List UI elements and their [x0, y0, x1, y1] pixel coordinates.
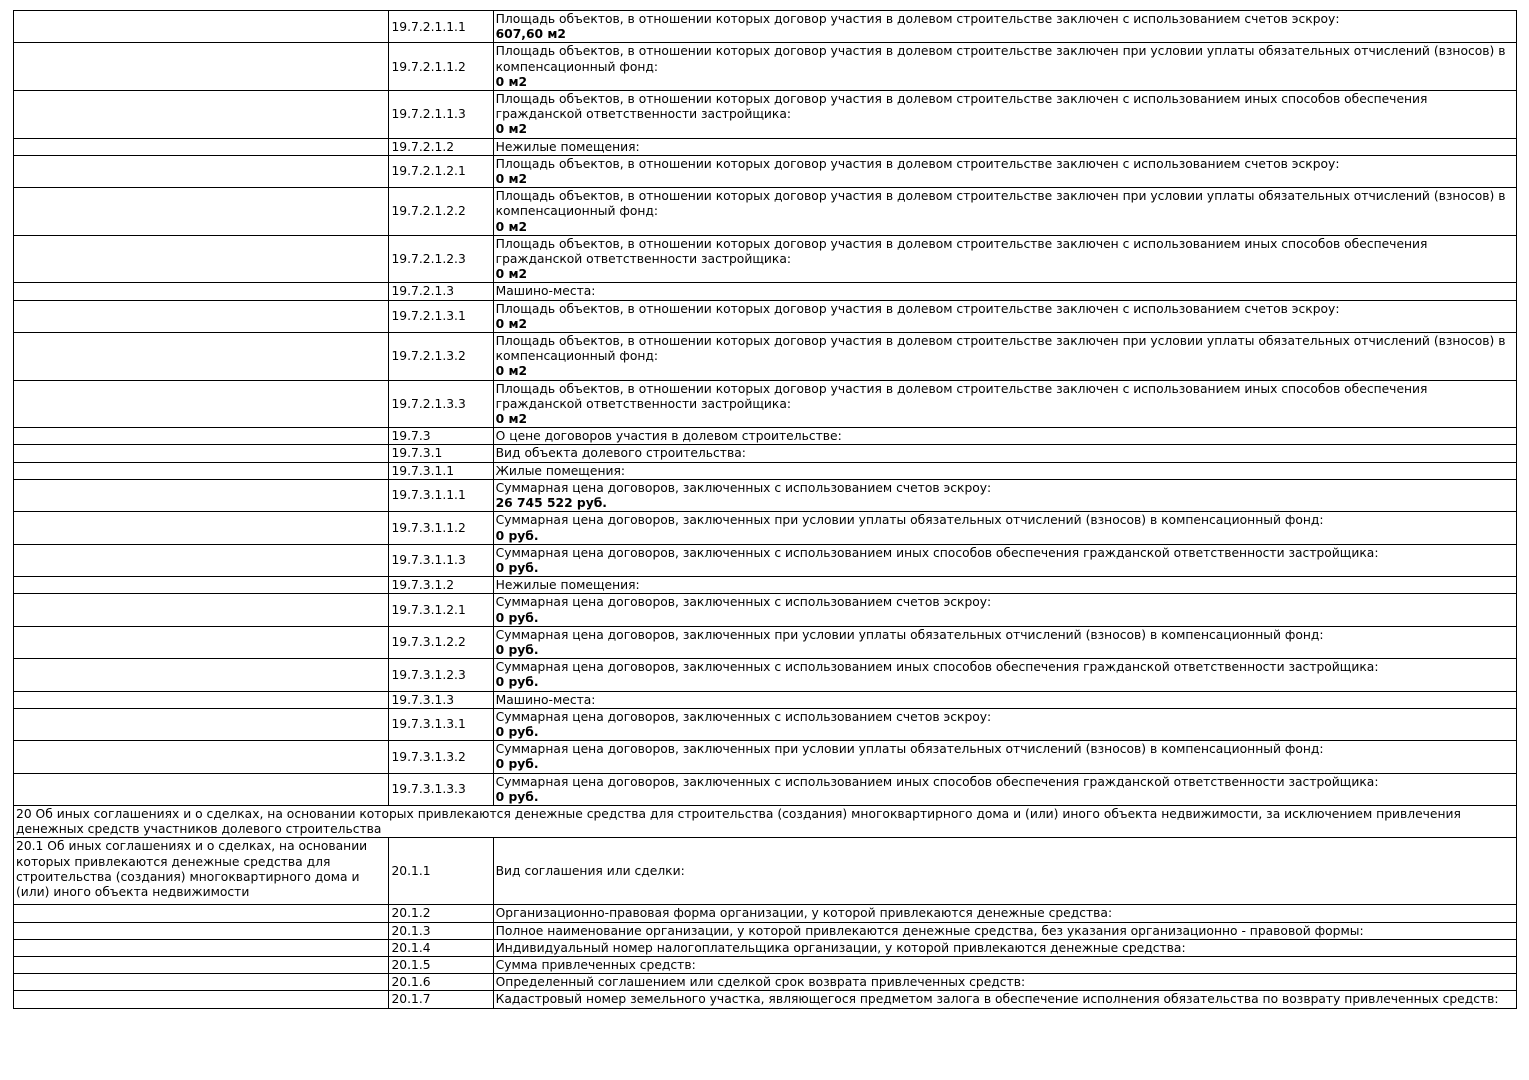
- table-row: [14, 333, 1517, 381]
- section-20-rows: [14, 905, 1517, 1008]
- row-text: Жилые помещения:: [495, 463, 626, 478]
- table-row: [14, 479, 1517, 511]
- table-row: [14, 235, 1517, 283]
- row-text: Площадь объектов, в отношении которых договор участия в долевом строительстве заключен при условии уплаты обязательных отчислений (взносов) в компенсационный фонд:: [495, 334, 1506, 364]
- row-text: Суммарная цена договоров, заключенных при условии уплаты обязательных отчислений (взносов) в компенсационный фонд:: [495, 627, 1324, 642]
- table-row: [14, 43, 1517, 91]
- table-row: [14, 462, 1517, 479]
- row-code: 20.1.1: [389, 838, 493, 905]
- row-content: [493, 659, 1516, 691]
- declaration-table: [13, 10, 1517, 1009]
- table-row: [14, 956, 1517, 973]
- row-code: 20.1.4: [389, 939, 493, 956]
- row-empty-cell: [14, 905, 389, 922]
- row-text: Индивидуальный номер налогоплательщика организации, у которой привлекаются денежные средства:: [493, 939, 1516, 956]
- row-empty-cell: [14, 428, 389, 445]
- row-content: [493, 300, 1516, 332]
- row-empty-cell: [14, 577, 389, 594]
- table-row: [14, 905, 1517, 922]
- row-value: 0 м2: [495, 316, 528, 331]
- table-row: [14, 626, 1517, 658]
- row-text: Нежилые помещения:: [495, 578, 640, 593]
- row-content: [493, 512, 1516, 544]
- row-empty-cell: [14, 708, 389, 740]
- table-row: [14, 188, 1517, 236]
- row-code: 19.7.2.1.2: [389, 138, 493, 155]
- row-text: Машино-места:: [495, 284, 596, 299]
- table-row: [14, 577, 1517, 594]
- row-content: [493, 462, 1516, 479]
- row-value: 0 м2: [495, 219, 528, 234]
- row-empty-cell: [14, 922, 389, 939]
- row-empty-cell: [14, 235, 389, 283]
- table-row: [14, 922, 1517, 939]
- row-content: [493, 577, 1516, 594]
- table-row: [14, 445, 1517, 462]
- row-empty-cell: [14, 188, 389, 236]
- row-text: Определенный соглашением или сделкой срок возврата привлеченных средств:: [493, 974, 1516, 991]
- row-content: [493, 691, 1516, 708]
- row-value: 0 м2: [495, 122, 528, 137]
- row-text: Суммарная цена договоров, заключенных с использованием иных способов обеспечения гражданской ответственности застройщика:: [495, 545, 1379, 560]
- row-code: 20.1.6: [389, 974, 493, 991]
- row-empty-cell: [14, 691, 389, 708]
- row-code: 19.7.3.1.2.1: [389, 594, 493, 626]
- row-code: 19.7.3.1.2.2: [389, 626, 493, 658]
- row-empty-cell: [14, 594, 389, 626]
- row-value: 0 руб.: [495, 560, 539, 575]
- table-row: [14, 939, 1517, 956]
- row-code: 19.7.3.1.2: [389, 577, 493, 594]
- row-content: [493, 428, 1516, 445]
- row-content: [493, 333, 1516, 381]
- table-row: [14, 138, 1517, 155]
- row-code: 19.7.3: [389, 428, 493, 445]
- row-value: 0 м2: [495, 412, 528, 427]
- table-row: [14, 773, 1517, 805]
- table-row: [14, 380, 1517, 428]
- row-empty-cell: [14, 626, 389, 658]
- row-text: Машино-места:: [495, 692, 596, 707]
- row-code: 19.7.3.1.2.3: [389, 659, 493, 691]
- table-row: [14, 974, 1517, 991]
- row-empty-cell: [14, 956, 389, 973]
- row-content: [493, 626, 1516, 658]
- row-content: [493, 11, 1516, 43]
- row-empty-cell: [14, 773, 389, 805]
- row-text: Площадь объектов, в отношении которых договор участия в долевом строительстве заключен при условии уплаты обязательных отчислений (взносов) в компенсационный фонд:: [495, 44, 1506, 74]
- table-row: [14, 91, 1517, 139]
- row-content: [493, 544, 1516, 576]
- row-code: 19.7.3.1.3.3: [389, 773, 493, 805]
- row-value: 0 м2: [495, 74, 528, 89]
- row-value: 0 руб.: [495, 675, 539, 690]
- row-code: 19.7.2.1.2.2: [389, 188, 493, 236]
- row-text: Суммарная цена договоров, заключенных с использованием счетов эскроу:: [495, 709, 992, 724]
- row-text: Площадь объектов, в отношении которых договор участия в долевом строительстве заключен с использованием иных способов обеспечения гражданской ответственности застройщика:: [495, 381, 1428, 411]
- row-content: [493, 138, 1516, 155]
- row-content: [493, 773, 1516, 805]
- row-code: 19.7.2.1.3.1: [389, 300, 493, 332]
- row-empty-cell: [14, 462, 389, 479]
- row-text: Суммарная цена договоров, заключенных с использованием иных способов обеспечения гражданской ответственности застройщика:: [495, 660, 1379, 675]
- row-value: 607,60 м2: [495, 27, 566, 42]
- row-empty-cell: [14, 445, 389, 462]
- row-code: 19.7.2.1.2.1: [389, 155, 493, 187]
- row-text: Площадь объектов, в отношении которых договор участия в долевом строительстве заключен с использованием иных способов обеспечения гражданской ответственности застройщика:: [495, 92, 1428, 122]
- row-text: О цене договоров участия в долевом строительстве:: [495, 429, 842, 444]
- row-empty-cell: [14, 974, 389, 991]
- row-empty-cell: [14, 479, 389, 511]
- row-text: Вид соглашения или сделки:: [493, 838, 1516, 905]
- row-code: 20.1.7: [389, 991, 493, 1008]
- row-content: [493, 188, 1516, 236]
- row-text: Суммарная цена договоров, заключенных при условии уплаты обязательных отчислений (взносов) в компенсационный фонд:: [495, 513, 1324, 528]
- row-value: 0 м2: [495, 364, 528, 379]
- row-value: 0 м2: [495, 172, 528, 187]
- row-value: 0 руб.: [495, 610, 539, 625]
- table-row: [14, 428, 1517, 445]
- row-value: 0 руб.: [495, 642, 539, 657]
- table-row: [14, 991, 1517, 1008]
- row-content: [493, 479, 1516, 511]
- table-row: [14, 512, 1517, 544]
- row-code: 19.7.2.1.1.1: [389, 11, 493, 43]
- row-text: Суммарная цена договоров, заключенных при условии уплаты обязательных отчислений (взносов) в компенсационный фонд:: [495, 742, 1324, 757]
- row-code: 19.7.2.1.3.3: [389, 380, 493, 428]
- section-20: [14, 805, 1517, 904]
- row-text: Суммарная цена договоров, заключенных с использованием счетов эскроу:: [495, 480, 992, 495]
- row-content: [493, 43, 1516, 91]
- row-content: [493, 380, 1516, 428]
- section-20-heading-row: [14, 805, 1517, 837]
- row-empty-cell: [14, 659, 389, 691]
- row-content: [493, 235, 1516, 283]
- table-row: [14, 283, 1517, 300]
- section-19-rows: [14, 11, 1517, 806]
- row-value: 0 руб.: [495, 789, 539, 804]
- row-text: Площадь объектов, в отношении которых договор участия в долевом строительстве заключен при условии уплаты обязательных отчислений (взносов) в компенсационный фонд:: [495, 189, 1506, 219]
- row-content: [493, 155, 1516, 187]
- table-row: [14, 300, 1517, 332]
- row-empty-cell: [14, 91, 389, 139]
- table-row: [14, 11, 1517, 43]
- table-row: [14, 741, 1517, 773]
- row-value: 0 руб.: [495, 528, 539, 543]
- table-row: [14, 708, 1517, 740]
- row-code: 19.7.3.1.3.1: [389, 708, 493, 740]
- row-value: 0 м2: [495, 267, 528, 282]
- row-code: 19.7.3.1.1.1: [389, 479, 493, 511]
- row-text: Площадь объектов, в отношении которых договор участия в долевом строительстве заключен с использованием счетов эскроу:: [495, 301, 1340, 316]
- table-row: [14, 544, 1517, 576]
- row-text: Организационно-правовая форма организации, у которой привлекаются денежные средства:: [493, 905, 1516, 922]
- row-code: 19.7.2.1.3: [389, 283, 493, 300]
- section-20-1-heading: 20.1 Об иных соглашениях и о сделках, на основании которых привлекаются денежные средства для строительства (создания) многоквартирного дома и (или) иного объекта недвижимости: [14, 838, 389, 905]
- row-empty-cell: [14, 283, 389, 300]
- row-empty-cell: [14, 155, 389, 187]
- row-code: 19.7.3.1.1.2: [389, 512, 493, 544]
- row-content: [493, 708, 1516, 740]
- row-empty-cell: [14, 741, 389, 773]
- row-code: 19.7.3.1.1: [389, 462, 493, 479]
- row-code: 19.7.2.1.1.2: [389, 43, 493, 91]
- row-text: Площадь объектов, в отношении которых договор участия в долевом строительстве заключен с использованием иных способов обеспечения гражданской ответственности застройщика:: [495, 236, 1428, 267]
- row-text: Суммарная цена договоров, заключенных с использованием счетов эскроу:: [495, 595, 992, 610]
- row-text: Площадь объектов, в отношении которых договор участия в долевом строительстве заключен с использованием счетов эскроу:: [495, 12, 1340, 26]
- row-code: 19.7.2.1.3.2: [389, 333, 493, 381]
- row-code: 20.1.2: [389, 905, 493, 922]
- table-row: [14, 155, 1517, 187]
- row-content: [493, 283, 1516, 300]
- row-empty-cell: [14, 138, 389, 155]
- row-text: Кадастровый номер земельного участка, являющегося предметом залога в обеспечение исполнения обязательства по возврату привлеченных средств:: [493, 991, 1516, 1008]
- row-empty-cell: [14, 11, 389, 43]
- row-text: Нежилые помещения:: [495, 139, 640, 154]
- row-empty-cell: [14, 512, 389, 544]
- row-content: [493, 445, 1516, 462]
- row-empty-cell: [14, 380, 389, 428]
- row-code: 20.1.3: [389, 922, 493, 939]
- row-empty-cell: [14, 333, 389, 381]
- row-text: Полное наименование организации, у которой привлекаются денежные средства, без указания организационно - правовой формы:: [493, 922, 1516, 939]
- row-code: 19.7.3.1: [389, 445, 493, 462]
- table-row: [14, 594, 1517, 626]
- table-row: [14, 659, 1517, 691]
- row-code: 19.7.2.1.2.3: [389, 235, 493, 283]
- row-code: 19.7.3.1.3: [389, 691, 493, 708]
- row-content: [493, 594, 1516, 626]
- row-empty-cell: [14, 300, 389, 332]
- row-code: 20.1.5: [389, 956, 493, 973]
- table-row: [14, 838, 1517, 905]
- row-empty-cell: [14, 939, 389, 956]
- section-20-heading: 20 Об иных соглашениях и о сделках, на основании которых привлекаются денежные средства для строительства (создания) многоквартирного дома и (или) иного объекта недвижимости, за исключением привлечения денежных средств участников долевого строительства: [14, 805, 1517, 837]
- row-code: 19.7.2.1.1.3: [389, 91, 493, 139]
- row-text: Вид объекта долевого строительства:: [495, 446, 746, 461]
- row-empty-cell: [14, 991, 389, 1008]
- row-content: [493, 91, 1516, 139]
- row-value: 26 745 522 руб.: [495, 496, 607, 511]
- row-content: [493, 741, 1516, 773]
- row-text: Суммарная цена договоров, заключенных с использованием иных способов обеспечения гражданской ответственности застройщика:: [495, 774, 1379, 789]
- row-code: 19.7.3.1.1.3: [389, 544, 493, 576]
- row-text: Сумма привлеченных средств:: [493, 956, 1516, 973]
- row-empty-cell: [14, 544, 389, 576]
- row-code: 19.7.3.1.3.2: [389, 741, 493, 773]
- table-row: [14, 691, 1517, 708]
- row-value: 0 руб.: [495, 724, 539, 739]
- row-value: 0 руб.: [495, 757, 539, 772]
- row-text: Площадь объектов, в отношении которых договор участия в долевом строительстве заключен с использованием счетов эскроу:: [495, 156, 1340, 171]
- row-empty-cell: [14, 43, 389, 91]
